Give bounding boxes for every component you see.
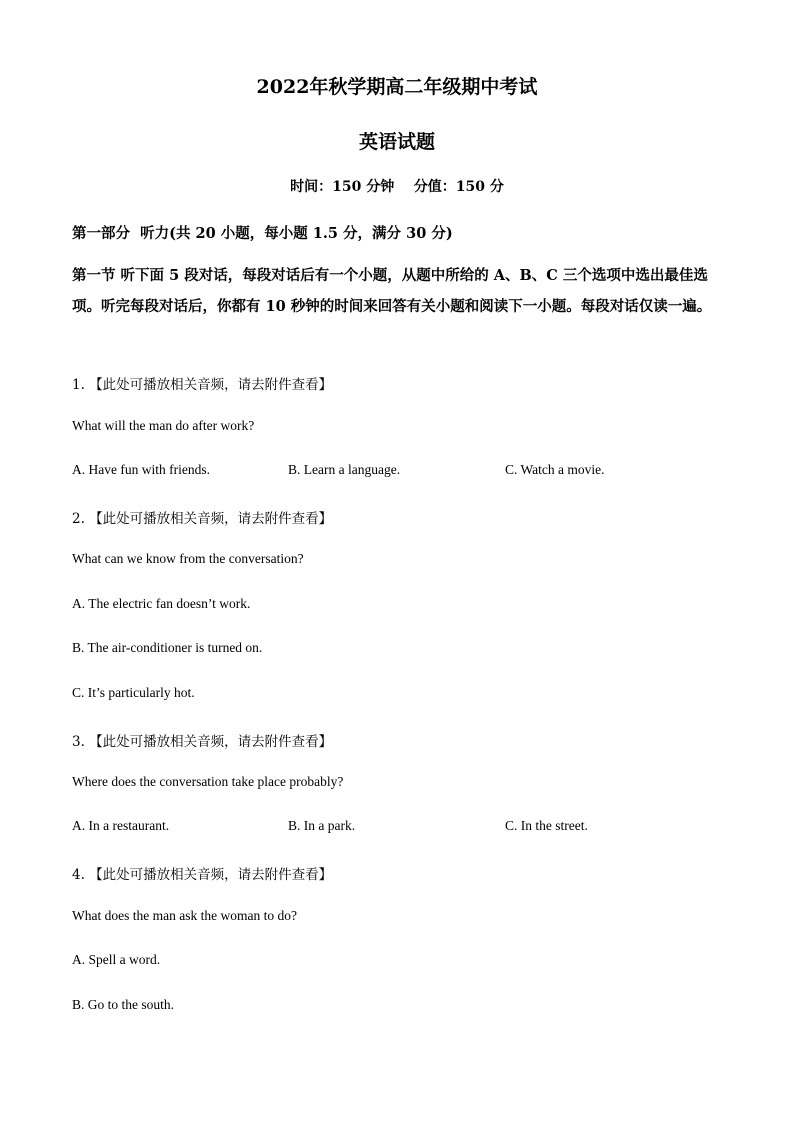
question-1-label: 1. 【此处可播放相关音频，请去附件查看】 (72, 377, 333, 393)
exam-title: 2022年秋学期高二年级期中考试 (256, 76, 538, 98)
question-3-label: 3. 【此处可播放相关音频，请去附件查看】 (72, 734, 333, 750)
part1-instruction: 第一节 听下面 5 段对话，每段对话后有一个小题，从题中所给的 A、B、C 三个选项中选出最佳选项。听完每段对话后，你都有 10 秒钟的时间来回答有关小题和阅读下一小题。每段对话仅读一遍。 (72, 267, 712, 315)
time-score-line: 时间：150 分钟 分值：150 分 (290, 179, 504, 195)
question-1-prompt: What will the man do after work? (72, 418, 255, 433)
question-4-label: 4. 【此处可播放相关音频，请去附件查看】 (72, 867, 333, 883)
question-1-option-c: C. Watch a movie. (505, 462, 605, 477)
question-3-option-a: A. In a restaurant. (72, 818, 170, 833)
question-1-option-a: A. Have fun with friends. (72, 462, 210, 477)
question-4-option-a: A. Spell a word. (72, 952, 161, 967)
question-2-option-b: B. The air-conditioner is turned on. (72, 640, 263, 655)
subject-title: 英语试题 (358, 131, 435, 153)
question-2-option-c: C. It’s particularly hot. (72, 685, 195, 700)
question-3-option-b: B. In a park. (288, 818, 356, 833)
question-2-option-a: A. The electric fan doesn’t work. (72, 596, 251, 611)
question-3-option-c: C. In the street. (505, 818, 588, 833)
question-2-prompt: What can we know from the conversation? (72, 551, 304, 566)
part1-heading: 第一部分 听力(共 20 小题，每小题 1.5 分，满分 30 分) (72, 225, 453, 242)
question-3-prompt: Where does the conversation take place probably? (72, 774, 344, 789)
question-1-option-b: B. Learn a language. (288, 462, 401, 477)
question-2-label: 2. 【此处可播放相关音频，请去附件查看】 (72, 511, 333, 527)
question-4-prompt: What does the man ask the woman to do? (72, 908, 297, 923)
question-4-option-b: B. Go to the south. (72, 997, 175, 1012)
